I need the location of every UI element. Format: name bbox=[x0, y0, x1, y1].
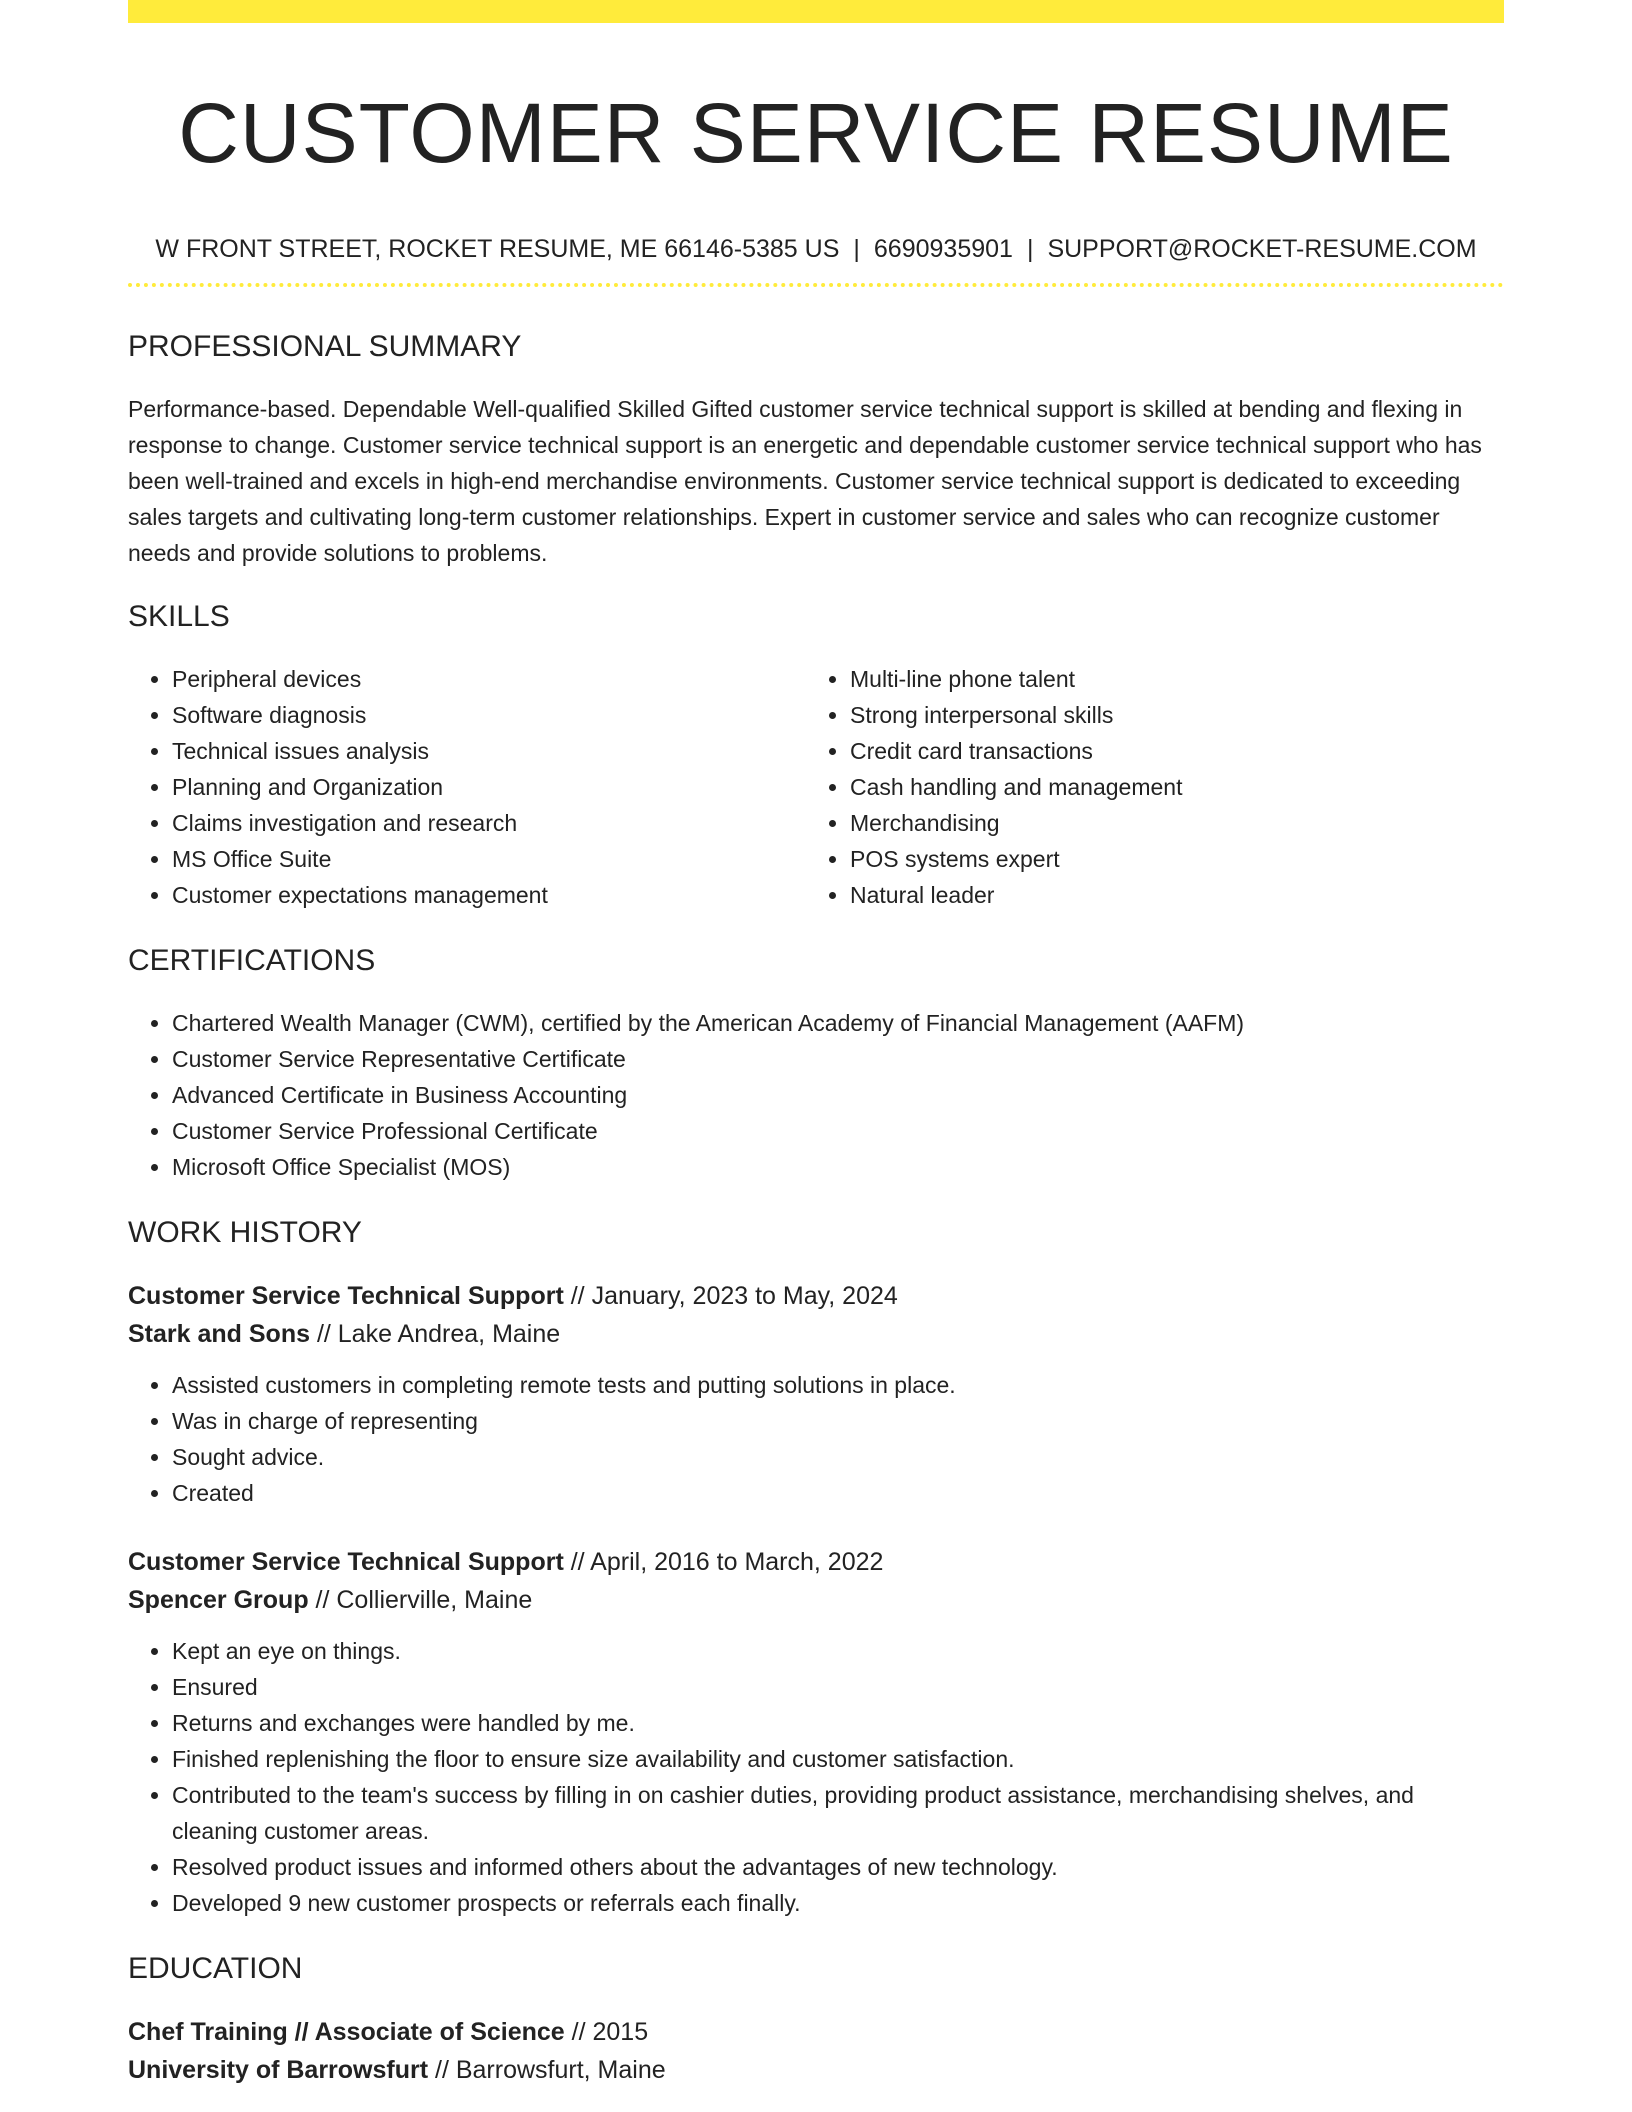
job-dates: // April, 2016 to March, 2022 bbox=[563, 1548, 884, 1576]
education-heading: EDUCATION bbox=[128, 1952, 303, 1985]
contact-separator: | bbox=[853, 235, 860, 263]
education-entry bbox=[128, 2013, 1504, 2089]
skill-item: • Peripheral devices bbox=[172, 661, 806, 697]
skill-item: • Technical issues analysis bbox=[172, 733, 806, 769]
job-duties-list bbox=[128, 1367, 1504, 1511]
skills-list-right bbox=[806, 661, 1484, 913]
certification-item: • Advanced Certificate in Business Accounting bbox=[172, 1077, 1504, 1113]
job-duty: • Kept an eye on things. bbox=[172, 1633, 1504, 1669]
skill-item: • POS systems expert bbox=[850, 841, 1484, 877]
job-duty: • Finished replenishing the floor to ensure size availability and customer satisfaction. bbox=[172, 1741, 1504, 1777]
job-duty: • Developed 9 new customer prospects or referrals each finally. bbox=[172, 1885, 1504, 1921]
job-duty: • Was in charge of representing bbox=[172, 1403, 1504, 1439]
skill-item: • Merchandising bbox=[850, 805, 1484, 841]
education-school: University of Barrowsfurt bbox=[128, 2056, 429, 2084]
job-title-line bbox=[128, 1543, 1504, 1581]
skill-item: • Strong interpersonal skills bbox=[850, 697, 1484, 733]
job-company: Stark and Sons bbox=[128, 1320, 310, 1348]
certification-item: • Customer Service Professional Certificate bbox=[172, 1113, 1504, 1149]
job-company-line bbox=[128, 1581, 1504, 1619]
education-year: // 2015 bbox=[564, 2018, 649, 2046]
job-title: Customer Service Technical Support bbox=[128, 1548, 564, 1576]
contact-phone: 6690935901 bbox=[873, 235, 1013, 263]
job-dates: // January, 2023 to May, 2024 bbox=[563, 1282, 898, 1310]
skills-column-right bbox=[806, 661, 1484, 913]
skills-list-left bbox=[128, 661, 806, 913]
job-title-line bbox=[128, 1277, 1504, 1315]
skill-item: • Credit card transactions bbox=[850, 733, 1484, 769]
skill-item: • Customer expectations management bbox=[172, 877, 806, 913]
certification-item: • Microsoft Office Specialist (MOS) bbox=[172, 1149, 1504, 1185]
job-location: // Lake Andrea, Maine bbox=[310, 1320, 561, 1348]
contact-separator: | bbox=[1026, 235, 1034, 263]
job-duty: • Returns and exchanges were handled by me. bbox=[172, 1705, 1504, 1741]
job-duty: • Ensured bbox=[172, 1669, 1504, 1705]
skills-column-left bbox=[128, 661, 806, 913]
skills-columns bbox=[128, 661, 1504, 913]
job-company-line bbox=[128, 1315, 1504, 1353]
accent-top-bar bbox=[128, 0, 1504, 23]
education-degree: Chef Training // Associate of Science bbox=[128, 2018, 565, 2046]
job-title: Customer Service Technical Support bbox=[128, 1282, 564, 1310]
job-duty: • Assisted customers in completing remote tests and putting solutions in place. bbox=[172, 1367, 1504, 1403]
skill-item: • Multi-line phone talent bbox=[850, 661, 1484, 697]
skill-item: • Natural leader bbox=[850, 877, 1484, 913]
contact-email: SUPPORT@ROCKET-RESUME.COM bbox=[1047, 235, 1477, 263]
skill-item: • Software diagnosis bbox=[172, 697, 806, 733]
education-location: // Barrowsfurt, Maine bbox=[428, 2056, 666, 2084]
contact-line bbox=[128, 233, 1504, 265]
skills-heading: SKILLS bbox=[128, 600, 230, 633]
resume-title: CUSTOMER SERVICE RESUME bbox=[178, 86, 1454, 180]
job-duties-list bbox=[128, 1633, 1504, 1921]
skill-item: • Claims investigation and research bbox=[172, 805, 806, 841]
certification-item: • Chartered Wealth Manager (CWM), certified by the American Academy of Financial Management (AAFM) bbox=[172, 1005, 1504, 1041]
summary-heading: PROFESSIONAL SUMMARY bbox=[128, 330, 522, 363]
job-duty: • Contributed to the team's success by filling in on cashier duties, providing product assistance, merchandising shelves, and cleaning customer areas. bbox=[172, 1777, 1504, 1849]
certifications-heading: CERTIFICATIONS bbox=[128, 944, 376, 977]
job-entry bbox=[128, 1277, 1504, 1511]
job-company: Spencer Group bbox=[128, 1586, 309, 1614]
education-school-line bbox=[128, 2051, 1504, 2089]
resume-page bbox=[128, 0, 1504, 2089]
job-duty: • Created bbox=[172, 1475, 1504, 1511]
skill-item: • Cash handling and management bbox=[850, 769, 1484, 805]
contact-address: W FRONT STREET, ROCKET RESUME, ME 66146-5385 US bbox=[155, 235, 840, 263]
certification-item: • Customer Service Representative Certificate bbox=[172, 1041, 1504, 1077]
job-entry bbox=[128, 1543, 1504, 1921]
skill-item: • Planning and Organization bbox=[172, 769, 806, 805]
education-degree-line bbox=[128, 2013, 1504, 2051]
job-duty: • Resolved product issues and informed others about the advantages of new technology. bbox=[172, 1849, 1504, 1885]
summary-text: Performance-based. Dependable Well-qualified Skilled Gifted customer service technical support is skilled at bending and flexing in response to change. Customer service technical support is an energetic and dependable customer service technical support who has been well-trained and excels in high-end merchandise environments. Customer service technical support is dedicated to exceeding sales targets and cultivating long-term customer relationships. Expert in customer service and sales who can recognize customer needs and provide solutions to problems. bbox=[128, 396, 1482, 566]
certifications-list bbox=[128, 1005, 1504, 1185]
job-duty: • Sought advice. bbox=[172, 1439, 1504, 1475]
dotted-divider bbox=[128, 283, 1504, 287]
skill-item: • MS Office Suite bbox=[172, 841, 806, 877]
job-location: // Collierville, Maine bbox=[308, 1586, 533, 1614]
work-history-heading: WORK HISTORY bbox=[128, 1216, 362, 1249]
